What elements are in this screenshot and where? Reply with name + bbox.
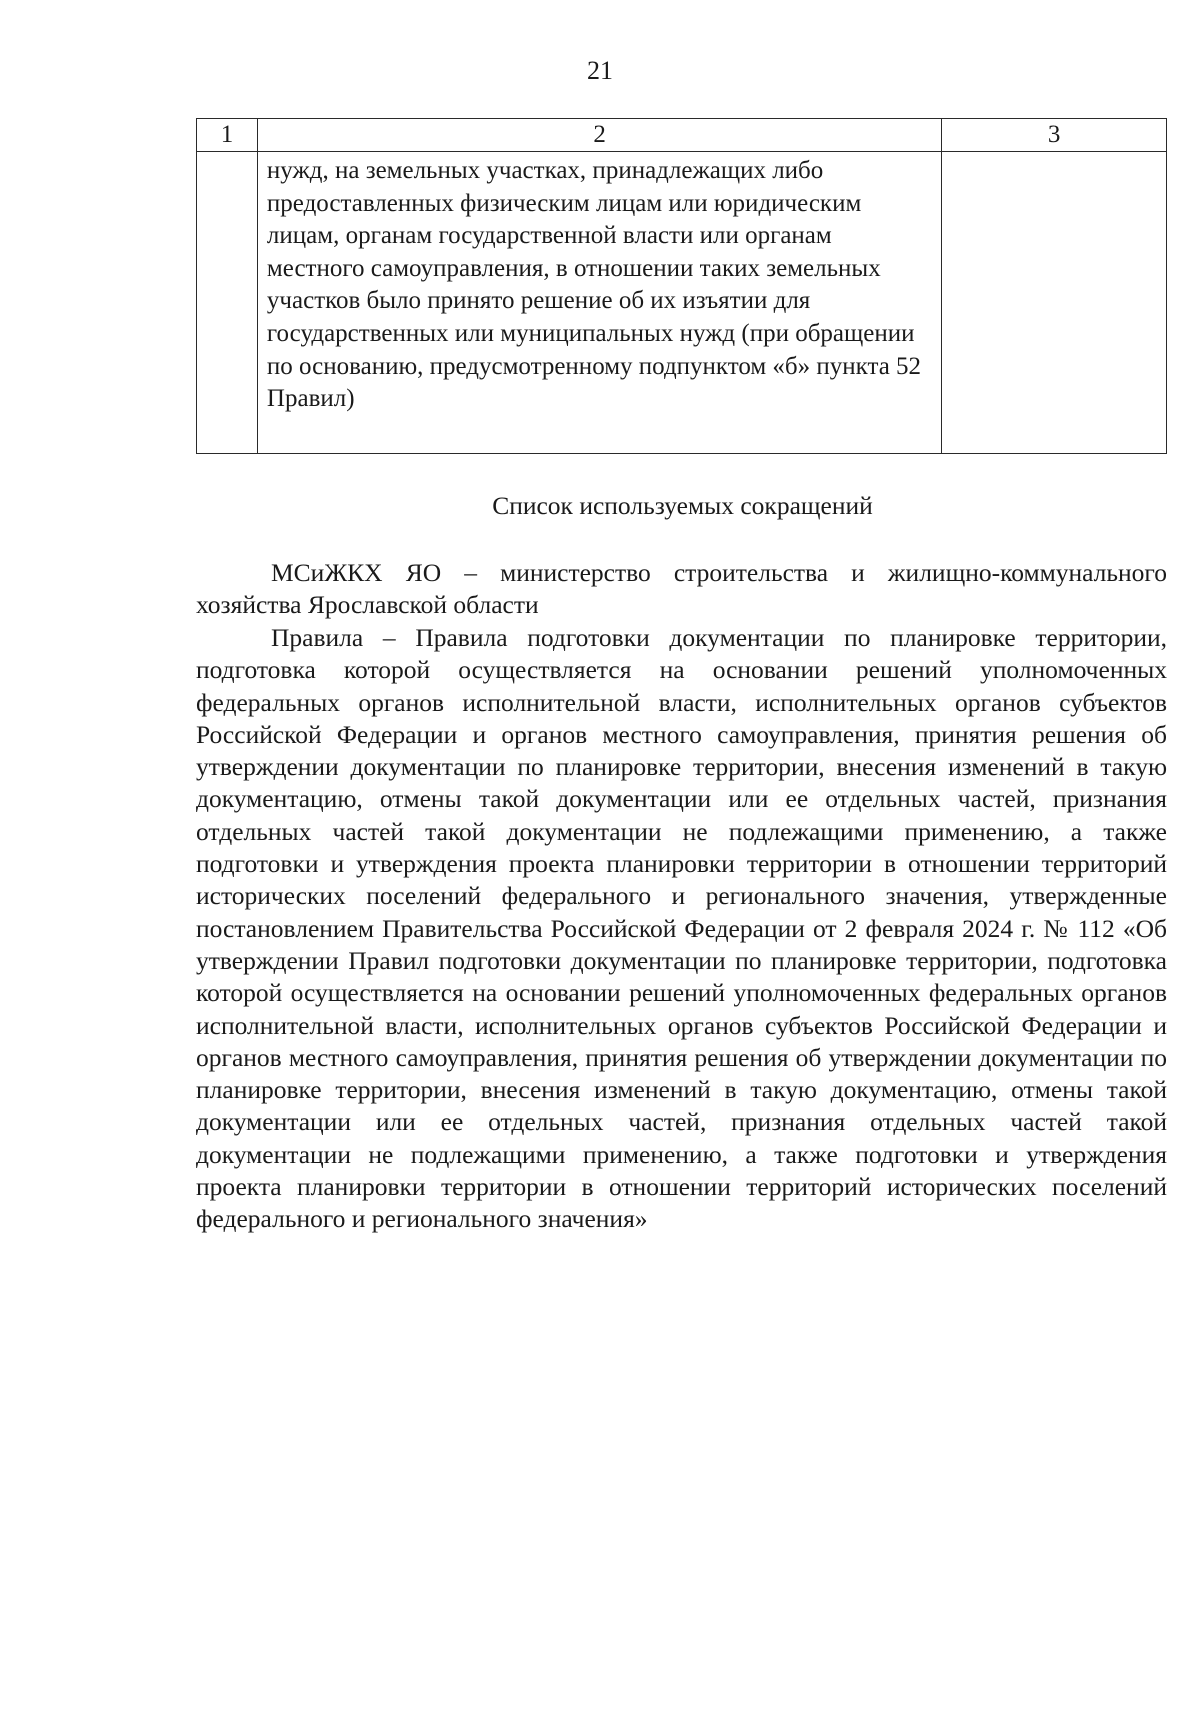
table-header-row xyxy=(197,119,1167,152)
abbreviation-definition: – Правила подготовки документации по планировке территории, подготовка которой осуществляется на основании решений уполномоченных федеральных органов исполнительной власти, исполнительных органов субъектов Российской Федерации и органов местного самоуправления, принятия решения об утверждении документации по планировке территории, внесения изменений в такую документацию, отмены такой документации или ее отдельных частей, признания отдельных частей такой документации не подлежащими применению, а также подготовки и утверждения проекта планировки территории в отношении территорий исторических поселений федерального и регионального значения, утвержденные постановлением Правительства Российской Федерации от 2 февраля 2024 г. № 112 «Об утверждении Правил подготовки документации по планировке территории, подготовка которой осуществляется на основании решений уполномоченных федеральных органов исполнительной власти, исполнительных органов субъектов Российской Федерации и органов местного самоуправления, принятия решения об утверждении документации по планировке территории, внесения изменений в такую документацию, отмены такой документации или ее отдельных частей, признания отдельных частей такой документации не подлежащими применению, а также подготовки и утверждения проекта планировки территории в отношении территорий исторических поселений федерального и регионального значения» xyxy=(196,623,1167,1234)
table-cell-1 xyxy=(197,152,258,454)
abbreviation-item xyxy=(196,557,1167,622)
table-header-cell-3: 3 xyxy=(942,119,1167,152)
abbreviations-title: Список используемых сокращений xyxy=(492,491,873,520)
abbreviation-term: Правила xyxy=(271,623,364,652)
table-cell-3 xyxy=(942,152,1167,454)
abbreviation-definition: – министерство строительства и жилищно-коммунального хозяйства Ярославской области xyxy=(196,558,1167,620)
document-table xyxy=(196,118,1167,454)
table-row xyxy=(197,152,1167,454)
table-cell-2: нужд, на земельных участках, принадлежащих либо предоставленных физическим лицам или юридическим лицам, органам государственной власти или органам местного самоуправления, в отношении таких земельных участков было принято решение об их изъятии для государственных или муниципальных нужд (при обращении по основанию, предусмотренному подпунктом «б» пункта 52 Правил) xyxy=(257,152,941,454)
table-header-cell-1: 1 xyxy=(197,119,258,152)
table-header-cell-2: 2 xyxy=(257,119,941,152)
abbreviation-term: МСиЖКХ ЯО xyxy=(271,558,442,587)
page-number: 21 xyxy=(587,56,613,85)
abbreviation-item xyxy=(196,622,1167,1236)
